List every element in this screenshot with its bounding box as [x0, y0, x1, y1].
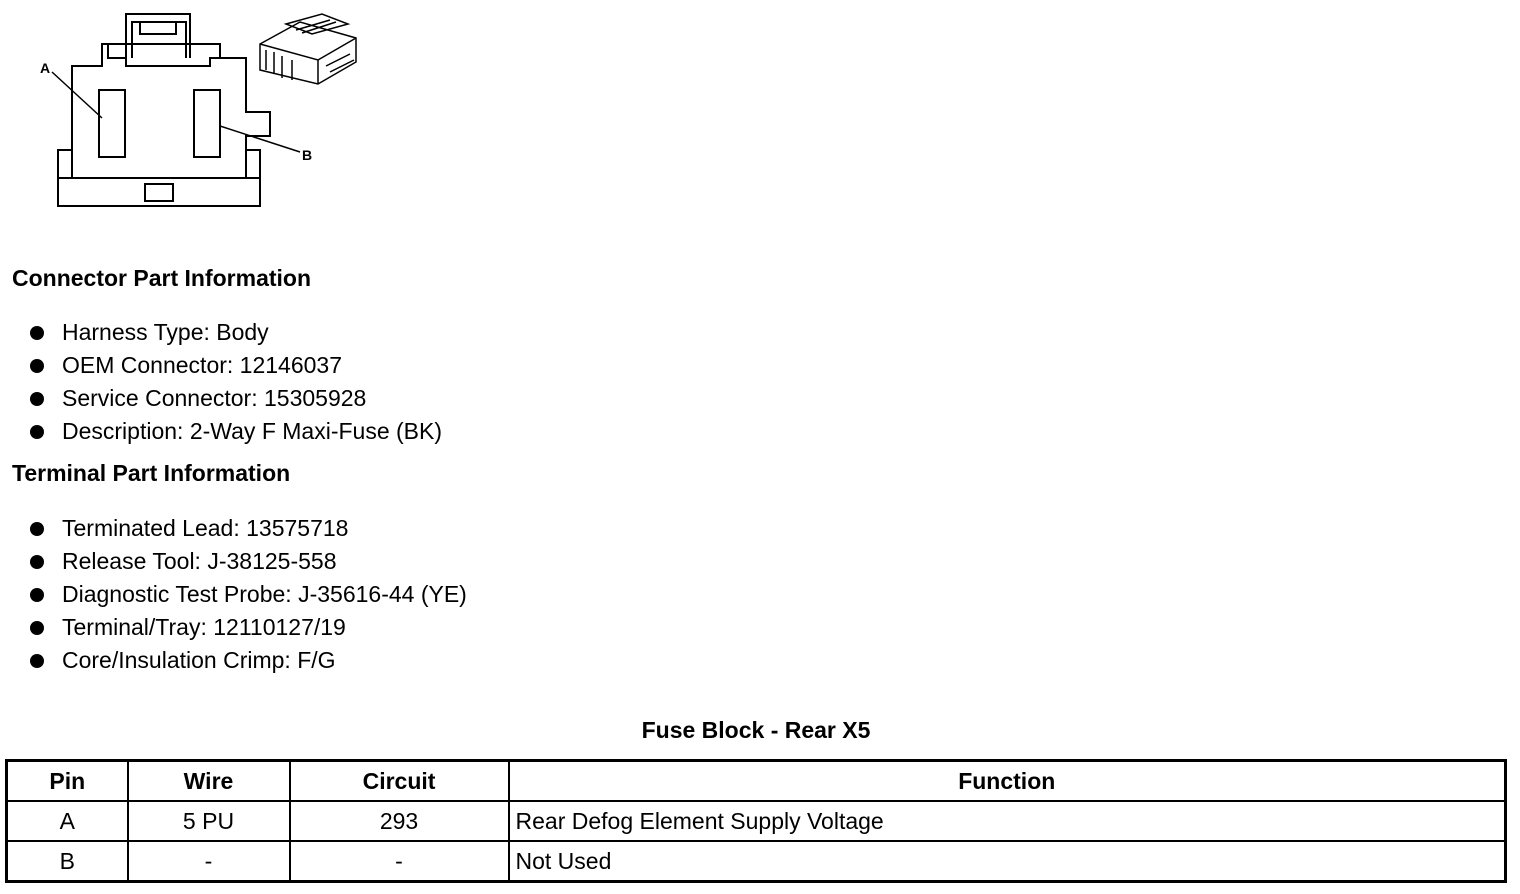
table-title: Fuse Block - Rear X5 — [641, 717, 871, 743]
list-item — [28, 545, 467, 578]
leader-line-a — [52, 72, 102, 118]
list-item — [28, 349, 442, 382]
bullet-icon — [30, 326, 44, 340]
list-item-text: OEM Connector: 12146037 — [62, 352, 343, 378]
list-item — [28, 415, 442, 448]
connector-section-title: Connector Part Information — [12, 265, 312, 291]
terminal-info-list — [28, 512, 467, 677]
list-item-text: Terminated Lead: 13575718 — [62, 515, 349, 541]
list-item-text: Release Tool: J-38125-558 — [62, 548, 337, 574]
connector-iso-view — [260, 14, 356, 84]
bullet-icon — [30, 654, 44, 668]
cell-wire: - — [128, 841, 290, 882]
cell-pin: A — [7, 801, 128, 841]
cell-function: Rear Defog Element Supply Voltage — [509, 801, 1506, 841]
connector-diagram — [0, 0, 380, 220]
list-item — [28, 382, 442, 415]
list-item — [28, 644, 467, 677]
list-item-text: Core/Insulation Crimp: F/G — [62, 647, 336, 673]
list-item-text: Diagnostic Test Probe: J-35616-44 (YE) — [62, 581, 467, 607]
column-header-circuit: Circuit — [290, 761, 509, 802]
bullet-icon — [30, 425, 44, 439]
bullet-icon — [30, 555, 44, 569]
connector-latch — [108, 14, 220, 58]
leader-line-b — [220, 126, 300, 152]
column-header-function: Function — [509, 761, 1506, 802]
bullet-icon — [30, 621, 44, 635]
column-header-wire: Wire — [128, 761, 290, 802]
table-header-row — [7, 761, 1506, 802]
list-item — [28, 578, 467, 611]
list-item-text: Harness Type: Body — [62, 319, 269, 345]
table-row — [7, 841, 1506, 882]
pin-table — [5, 759, 1507, 883]
cell-circuit: - — [290, 841, 509, 882]
list-item-text: Terminal/Tray: 12110127/19 — [62, 614, 346, 640]
list-item — [28, 512, 467, 545]
bullet-icon — [30, 392, 44, 406]
terminal-cavity-b — [194, 90, 220, 157]
bullet-icon — [30, 588, 44, 602]
cell-pin: B — [7, 841, 128, 882]
cell-circuit: 293 — [290, 801, 509, 841]
bullet-icon — [30, 359, 44, 373]
cell-function: Not Used — [509, 841, 1506, 882]
terminal-section-title: Terminal Part Information — [12, 460, 291, 486]
list-item — [28, 611, 467, 644]
pin-label-a: A — [40, 60, 51, 76]
connector-key — [145, 184, 173, 201]
bullet-icon — [30, 522, 44, 536]
pin-label-b: B — [302, 147, 313, 163]
list-item — [28, 316, 442, 349]
list-item-text: Service Connector: 15305928 — [62, 385, 367, 411]
column-header-pin: Pin — [7, 761, 128, 802]
list-item-text: Description: 2-Way F Maxi-Fuse (BK) — [62, 418, 442, 444]
cell-wire: 5 PU — [128, 801, 290, 841]
connector-info-list — [28, 316, 442, 448]
connector-body-outline — [58, 44, 270, 206]
terminal-cavity-a — [99, 90, 125, 157]
table-row — [7, 801, 1506, 841]
